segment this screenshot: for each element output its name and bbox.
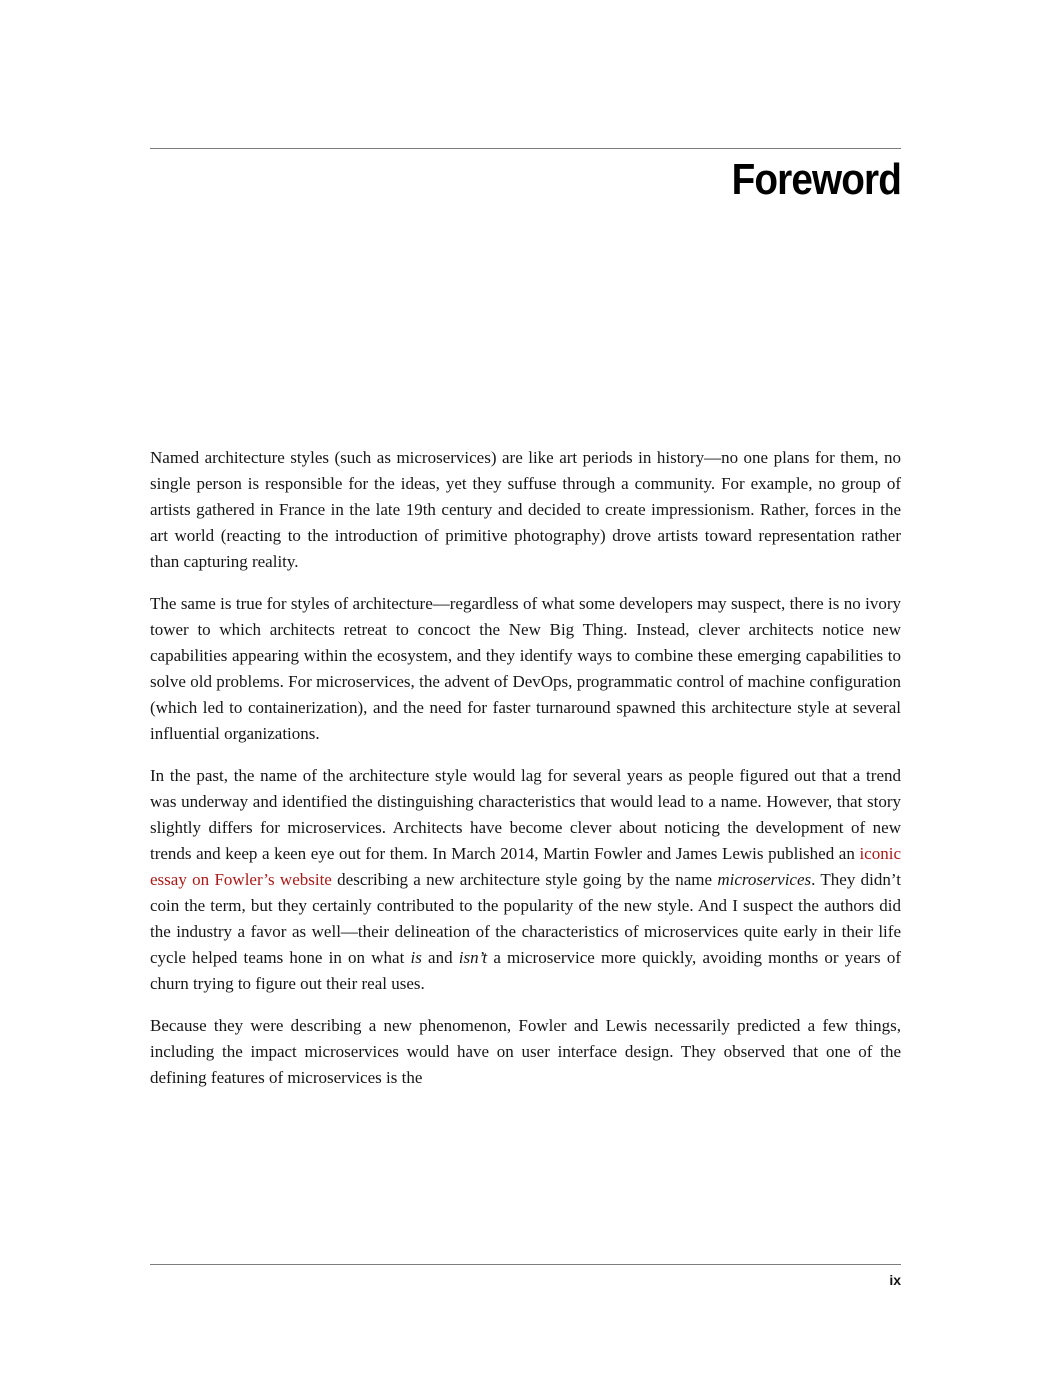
fowler-essay-link[interactable]: iconic essay on Fowler’s website — [150, 844, 901, 889]
italic-term: is — [410, 948, 422, 967]
foreword-paragraphs — [150, 445, 901, 1091]
page-number: ix — [889, 1272, 901, 1288]
paragraph-text: Because they were describing a new phenomenon, Fowler and Lewis necessarily predicted a few things, including the impact microservices would have on user interface design. They observed that one of the defining features of microservices is the — [150, 1016, 901, 1087]
paragraph — [150, 591, 901, 747]
header-rule — [150, 148, 901, 149]
paragraph — [150, 445, 901, 575]
chapter-title: Foreword — [731, 155, 901, 204]
paragraph-text: a microservice more quickly, avoiding months or years of churn trying to figure out their real uses. — [150, 948, 902, 993]
paragraph — [150, 763, 901, 997]
paragraph — [150, 1013, 901, 1091]
paragraph-text: In the past, the name of the architecture style would lag for several years as people figured out that a trend was underway and identified the distinguishing characteristics that would lead to a name. However, that story slightly differs for microservices. Architects have become clever about noticing the development of new trends and keep a keen eye out for them. In March 2014, Martin Fowler and James Lewis published an — [150, 766, 901, 863]
footer-rule — [150, 1264, 901, 1265]
paragraph-text: . They didn’t coin the term, but they certainly contributed to the popularity of the new style. And I suspect the authors did the industry a favor as well—their delineation of the characteristics of microservices quite early in their life cycle helped teams hone in on what — [150, 870, 901, 967]
paragraph-text: and — [421, 948, 459, 967]
italic-term: microservices — [717, 870, 812, 889]
paragraph-text: The same is true for styles of architecture—regardless of what some developers may suspect, there is no ivory tower to which architects retreat to concoct the New Big Thing. Instead, clever architects notice new capabilities appearing within the ecosystem, and they identify ways to combine these emerging capabilities to solve old problems. For microservices, the advent of DevOps, programmatic control of machine configuration (which led to containerization), and the need for faster turnaround spawned this architecture style at several influential organizations. — [150, 594, 901, 743]
paragraph-text: Named architecture styles (such as microservices) are like art periods in history—no one plans for them, no single person is responsible for the ideas, yet they suffuse through a community. For example, no group of artists gathered in France in the late 19th century and decided to create impressionism. Rather, forces in the art world (reacting to the introduction of primitive photography) drove artists toward representation rather than capturing reality. — [150, 448, 901, 571]
italic-term: isn’t — [458, 948, 488, 967]
paragraph-text: describing a new architecture style going by the name — [331, 870, 718, 889]
